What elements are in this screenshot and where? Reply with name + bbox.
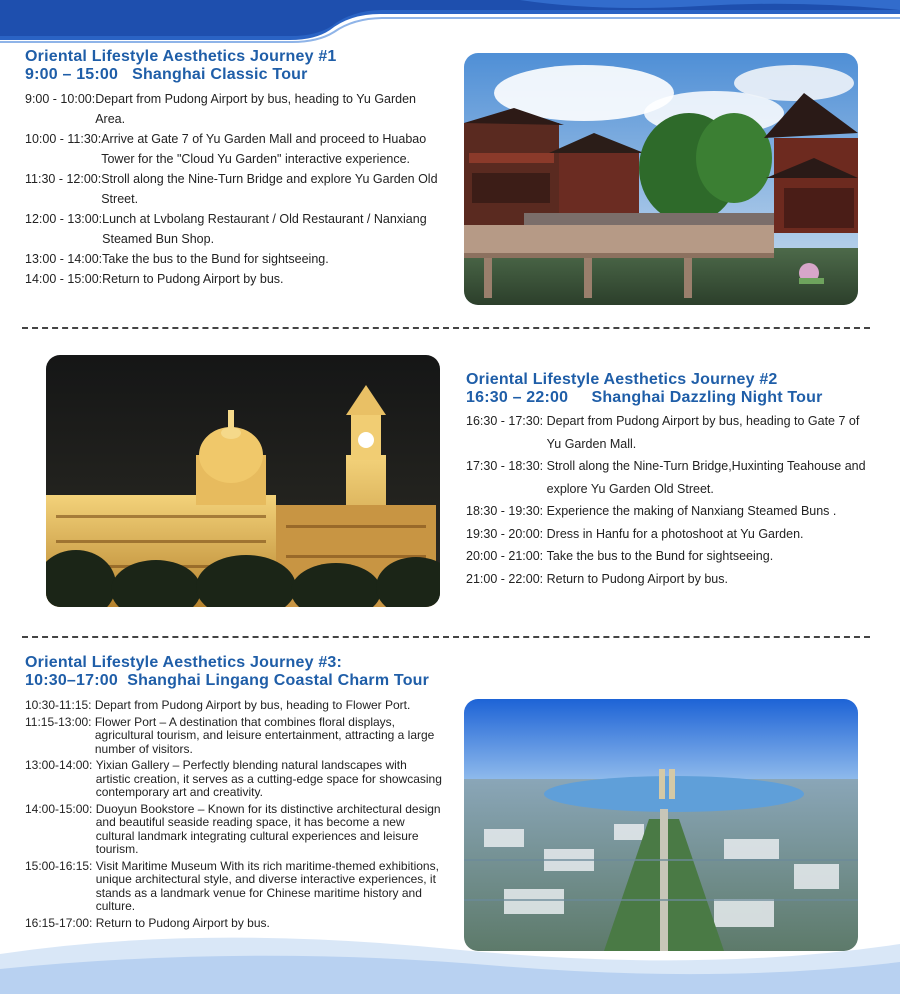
schedule-time: 9:00 - 10:00: bbox=[25, 92, 96, 106]
schedule-time: 11:15-13:00: bbox=[25, 714, 95, 729]
schedule-time: 12:00 - 13:00: bbox=[25, 212, 103, 226]
schedule-item bbox=[466, 568, 876, 591]
schedule-time: 14:00 - 15:00: bbox=[25, 272, 103, 286]
bottom-wave-decoration bbox=[0, 904, 900, 994]
schedule-description: Stroll along the Nine-Turn Bridge and explore Yu Garden Old Street. bbox=[101, 172, 438, 206]
journey2-title-line2: 16:30 – 22:00 Shanghai Dazzling Night Tour bbox=[466, 389, 823, 406]
schedule-time: 13:00-14:00: bbox=[25, 758, 96, 772]
schedule-time: 17:30 - 18:30: bbox=[466, 459, 547, 473]
bund-night-photo bbox=[46, 355, 440, 607]
schedule-description: Flower Port – A destination that combines floral displays, agricultural tourism, and leisure entertainment, attracting a large number of visitors. bbox=[94, 714, 435, 756]
schedule-item bbox=[25, 89, 440, 129]
schedule-item bbox=[25, 269, 440, 289]
schedule-item bbox=[25, 699, 443, 713]
schedule-description: Visit Maritime Museum With its rich maritime-themed exhibitions, unique architectural style, and diverse interactive experiences, it stands as a landmark venue for Chinese maritime history and culture. bbox=[95, 858, 439, 913]
schedule-description: Experience the making of Nanxiang Steamed Buns . bbox=[546, 504, 837, 518]
journey2-schedule bbox=[466, 410, 876, 590]
schedule-description: Depart from Pudong Airport by bus, heading to Flower Port. bbox=[94, 698, 411, 712]
schedule-description: Dress in Hanfu for a photoshoot at Yu Garden. bbox=[546, 526, 804, 541]
schedule-item bbox=[25, 209, 440, 249]
schedule-time: 21:00 - 22:00: bbox=[466, 571, 547, 586]
schedule-item bbox=[466, 545, 876, 568]
schedule-description: Return to Pudong Airport by bus. bbox=[95, 915, 270, 930]
schedule-time: 10:30-11:15: bbox=[25, 698, 95, 712]
schedule-description: Return to Pudong Airport by bus. bbox=[102, 272, 284, 286]
schedule-item bbox=[466, 410, 876, 455]
section-divider bbox=[22, 636, 870, 638]
schedule-item bbox=[466, 500, 876, 523]
schedule-description: Depart from Pudong Airport by bus, heading to Yu Garden Area. bbox=[95, 92, 417, 126]
schedule-time: 10:00 - 11:30: bbox=[25, 132, 102, 146]
schedule-time: 19:30 - 20:00: bbox=[466, 526, 547, 541]
schedule-item bbox=[25, 249, 440, 269]
journey1-title-line2: 9:00 – 15:00 Shanghai Classic Tour bbox=[25, 66, 308, 83]
schedule-item bbox=[25, 169, 440, 209]
schedule-time: 13:00 - 14:00: bbox=[25, 252, 103, 266]
schedule-item bbox=[25, 759, 443, 800]
top-banner-decoration bbox=[0, 0, 900, 44]
schedule-description: Arrive at Gate 7 of Yu Garden Mall and proceed to Huabao Tower for the "Cloud Yu Garden" interactive experience. bbox=[101, 132, 427, 166]
schedule-description: Lunch at Lvbolang Restaurant / Old Restaurant / Nanxiang Steamed Bun Shop. bbox=[102, 212, 427, 246]
journey3-title-line2: 10:30–17:00 Shanghai Lingang Coastal Charm Tour bbox=[25, 672, 430, 689]
schedule-item bbox=[25, 803, 443, 857]
schedule-description: Take the bus to the Bund for sightseeing. bbox=[102, 252, 329, 266]
section-divider bbox=[22, 327, 870, 329]
schedule-item bbox=[466, 523, 876, 546]
journey1-title bbox=[25, 48, 337, 84]
schedule-description: Yixian Gallery – Perfectly blending natural landscapes with artistic creation, it serves as a cutting-edge space for showcasing contemporary art and creativity. bbox=[95, 758, 442, 799]
journey1-title-line1: Oriental Lifestyle Aesthetics Journey #1 bbox=[25, 48, 337, 65]
journey2-title-line1: Oriental Lifestyle Aesthetics Journey #2 bbox=[466, 371, 778, 388]
yu-garden-photo bbox=[464, 53, 858, 305]
journey1-schedule bbox=[25, 89, 440, 289]
journey3-title bbox=[25, 654, 429, 690]
schedule-description: Duoyun Bookstore – Known for its distinctive architectural design and beautiful seaside reading space, it has become a new cultural landmark integrating cultural experiences and leisure tourism. bbox=[95, 801, 441, 856]
schedule-time: 16:30 - 17:30: bbox=[466, 414, 547, 428]
schedule-description: Take the bus to the Bund for sightseeing. bbox=[546, 549, 774, 563]
schedule-description: Stroll along the Nine-Turn Bridge,Huxinting Teahouse and explore Yu Garden Old Street. bbox=[546, 459, 866, 496]
schedule-item bbox=[25, 129, 440, 169]
journey3-schedule bbox=[25, 699, 443, 933]
schedule-time: 18:30 - 19:30: bbox=[466, 504, 547, 518]
schedule-time: 15:00-16:15: bbox=[25, 858, 96, 873]
schedule-time: 20:00 - 21:00: bbox=[466, 549, 547, 563]
schedule-item bbox=[25, 716, 443, 757]
schedule-description: Depart from Pudong Airport by bus, heading to Gate 7 of Yu Garden Mall. bbox=[546, 414, 860, 451]
journey3-title-line1: Oriental Lifestyle Aesthetics Journey #3: bbox=[25, 654, 343, 671]
schedule-time: 16:15-17:00: bbox=[25, 915, 96, 930]
schedule-item bbox=[466, 455, 876, 500]
schedule-time: 14:00-15:00: bbox=[25, 801, 96, 816]
schedule-description: Return to Pudong Airport by bus. bbox=[546, 571, 728, 586]
schedule-time: 11:30 - 12:00: bbox=[25, 172, 102, 186]
journey2-title bbox=[466, 371, 823, 407]
